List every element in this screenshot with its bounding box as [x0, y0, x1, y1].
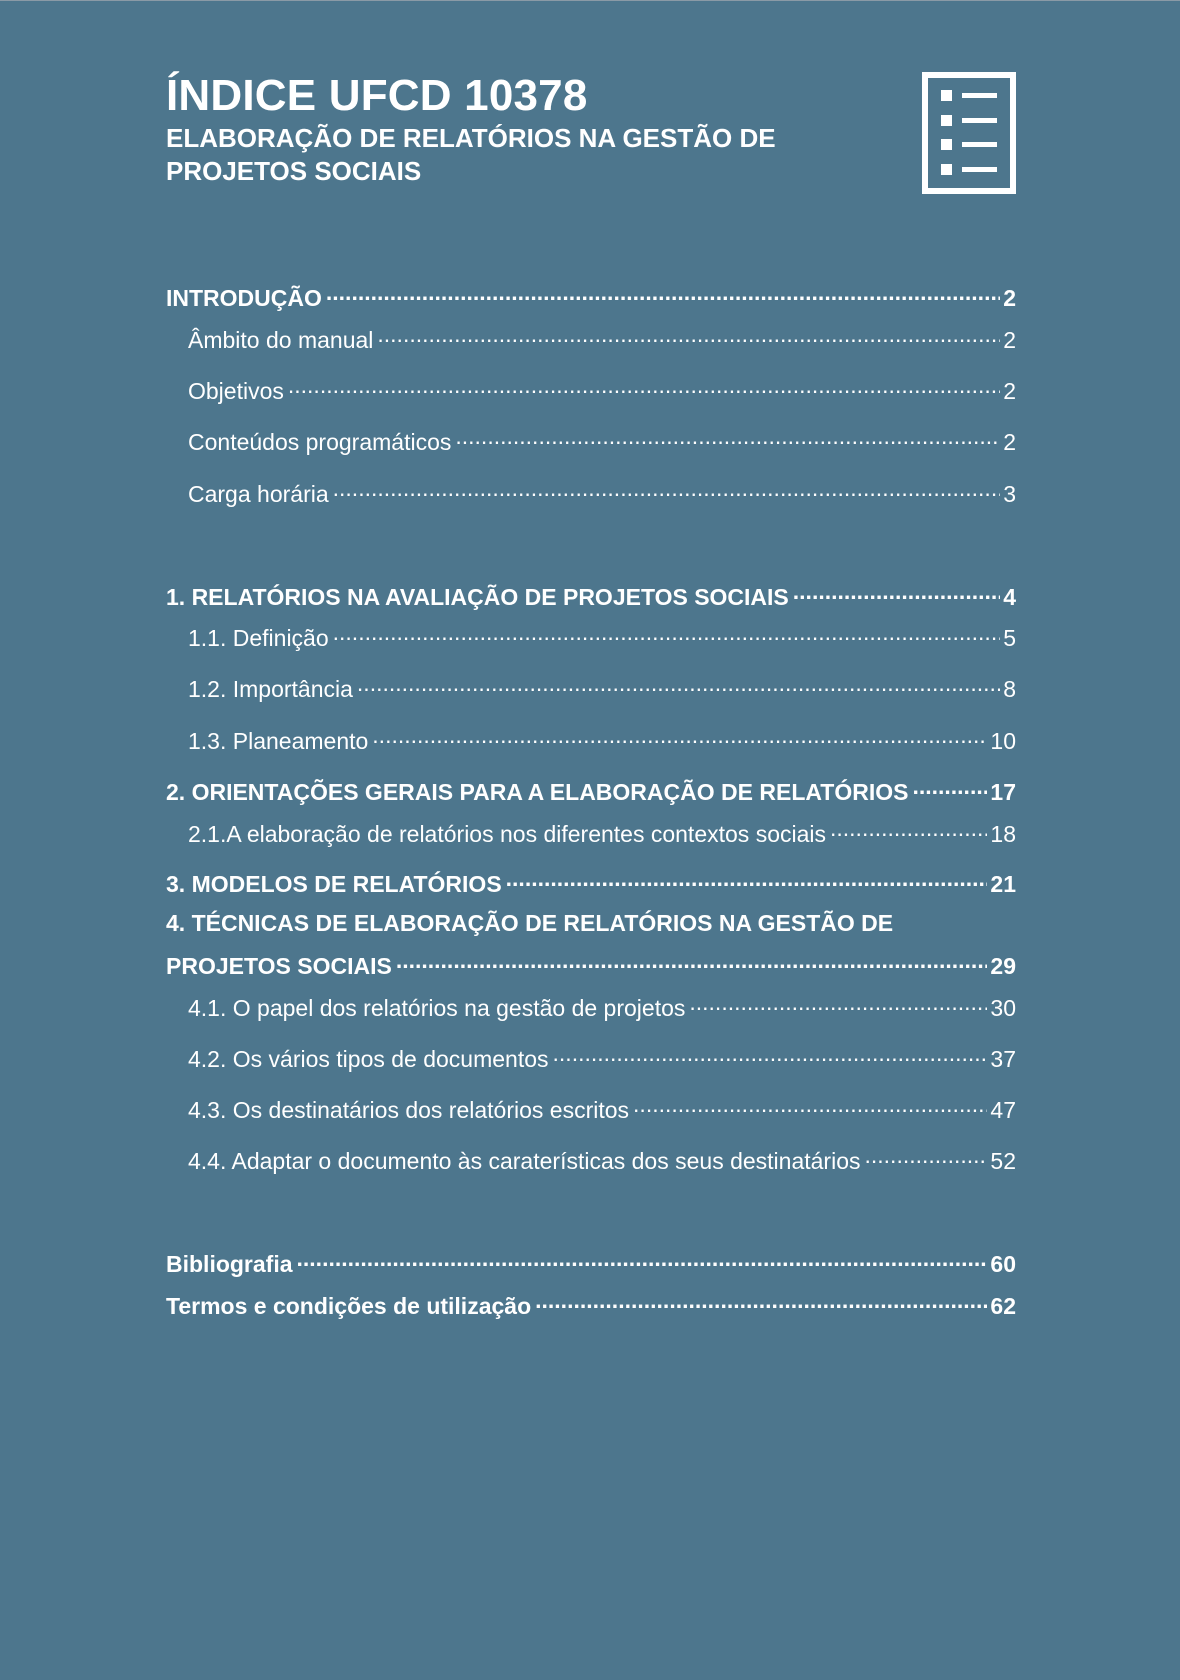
- toc-entry-label: 4.4. Adaptar o documento às caraterísticas dos seus destinatários: [188, 1148, 861, 1174]
- toc-entry-label: 1.3. Planeamento: [188, 728, 369, 754]
- toc-page-number: 2: [1003, 429, 1016, 455]
- toc-leader-dots: [396, 951, 988, 974]
- toc-entry-label: 4.2. Os vários tipos de documentos: [188, 1046, 549, 1072]
- toc-entry-label: PROJETOS SOCIAIS: [166, 953, 392, 979]
- toc-leader-dots: [288, 376, 1000, 399]
- toc-page-number: 17: [990, 779, 1016, 805]
- toc-entry-label: INTRODUÇÃO: [166, 285, 322, 311]
- toc-page-number: 10: [990, 728, 1016, 754]
- toc-page-number: 52: [990, 1148, 1016, 1174]
- toc-entry-objetivos[interactable]: [188, 376, 1016, 405]
- toc-entry-label: 4.1. O papel dos relatórios na gestão de projetos: [188, 995, 686, 1021]
- toc-entry-label: 1.2. Importância: [188, 676, 353, 702]
- toc-leader-dots: [333, 623, 1001, 646]
- toc-leader-dots: [333, 479, 1001, 502]
- toc-page-number: 30: [990, 995, 1016, 1021]
- toc-entry-4-2[interactable]: [188, 1044, 1016, 1073]
- toc-page-number: 60: [990, 1251, 1016, 1277]
- toc-entry-label: Conteúdos programáticos: [188, 429, 452, 455]
- toc-page-number: 29: [990, 953, 1016, 979]
- toc-entry-terms[interactable]: [166, 1291, 1016, 1320]
- toc-leader-dots: [689, 993, 987, 1016]
- toc-page-number: 5: [1003, 625, 1016, 651]
- toc-entry-4-1[interactable]: [188, 993, 1016, 1022]
- toc-entry-label: 4.3. Os destinatários dos relatórios escritos: [188, 1097, 630, 1123]
- toc-entry-label: 1. RELATÓRIOS NA AVALIAÇÃO DE PROJETOS SOCIAIS: [166, 584, 789, 610]
- toc-page-number: 2: [1003, 378, 1016, 404]
- toc-entry-1-3[interactable]: [188, 726, 1016, 755]
- toc-entry-chapter-2[interactable]: [166, 777, 1016, 806]
- toc-page-number: 18: [990, 821, 1016, 847]
- toc-entry-1-1[interactable]: [188, 623, 1016, 652]
- toc-leader-dots: [297, 1249, 988, 1272]
- toc-leader-dots: [633, 1095, 987, 1118]
- toc-entry-chapter-1[interactable]: [166, 582, 1016, 611]
- toc-page-number: 4: [1003, 584, 1016, 610]
- toc-entry-bibliography[interactable]: [166, 1249, 1016, 1278]
- toc-entry-intro[interactable]: [166, 283, 1016, 312]
- toc-leader-dots: [377, 325, 1000, 348]
- toc-entry-carga[interactable]: [188, 479, 1016, 508]
- toc-entry-4-3[interactable]: [188, 1095, 1016, 1124]
- toc-entry-label: 3. MODELOS DE RELATÓRIOS: [166, 871, 502, 897]
- toc-entry-4-4[interactable]: [188, 1146, 1016, 1175]
- toc-entry-label: Termos e condições de utilização: [166, 1293, 532, 1319]
- toc-entry-chapter-4[interactable]: [166, 951, 1016, 980]
- toc-leader-dots: [912, 777, 987, 800]
- toc-leader-dots: [865, 1146, 988, 1169]
- toc-entry-label: Carga horária: [188, 481, 329, 507]
- toc-leader-dots: [506, 869, 988, 892]
- toc-entry-label: 1.1. Definição: [188, 625, 329, 651]
- toc-entry-label: Objetivos: [188, 378, 284, 404]
- toc-page-number: 47: [990, 1097, 1016, 1123]
- toc-entry-label: Bibliografia: [166, 1251, 293, 1277]
- toc-leader-dots: [553, 1044, 988, 1067]
- toc-leader-dots: [535, 1291, 987, 1314]
- toc-leader-dots: [326, 283, 1000, 306]
- toc-leader-dots: [793, 582, 1000, 605]
- toc-entry-chapter-4-line1[interactable]: 4. TÉCNICAS DE ELABORAÇÃO DE RELATÓRIOS NA GESTÃO DE: [166, 910, 894, 936]
- toc-entry-2-1[interactable]: [188, 819, 1016, 848]
- toc-page-number: 2: [1003, 285, 1016, 311]
- toc-leader-dots: [455, 427, 1000, 450]
- toc-entry-1-2[interactable]: [188, 674, 1016, 703]
- toc-page-number: 37: [990, 1046, 1016, 1072]
- toc-entry-label: Âmbito do manual: [188, 327, 374, 353]
- toc-leader-dots: [830, 819, 987, 842]
- toc-entry-label: 2.1.A elaboração de relatórios nos diferentes contextos sociais: [188, 821, 826, 847]
- toc-leader-dots: [357, 674, 1000, 697]
- toc-page-number: 2: [1003, 327, 1016, 353]
- toc-leader-dots: [372, 726, 987, 749]
- page-title: ÍNDICE UFCD 10378: [166, 71, 588, 120]
- list-icon: [922, 72, 1016, 194]
- toc-entry-conteudos[interactable]: [188, 427, 1016, 456]
- toc-page-number: 3: [1003, 481, 1016, 507]
- toc-entry-label: 2. ORIENTAÇÕES GERAIS PARA A ELABORAÇÃO DE RELATÓRIOS: [166, 779, 909, 805]
- top-border: [0, 0, 1180, 1]
- toc-page-number: 21: [990, 871, 1016, 897]
- toc-page-number: 8: [1003, 676, 1016, 702]
- page-subtitle: ELABORAÇÃO DE RELATÓRIOS NA GESTÃO DE PROJETOS SOCIAIS: [166, 123, 776, 186]
- toc-page-number: 62: [990, 1293, 1016, 1319]
- toc-entry-chapter-3[interactable]: [166, 869, 1016, 898]
- toc-entry-ambito[interactable]: [188, 325, 1016, 354]
